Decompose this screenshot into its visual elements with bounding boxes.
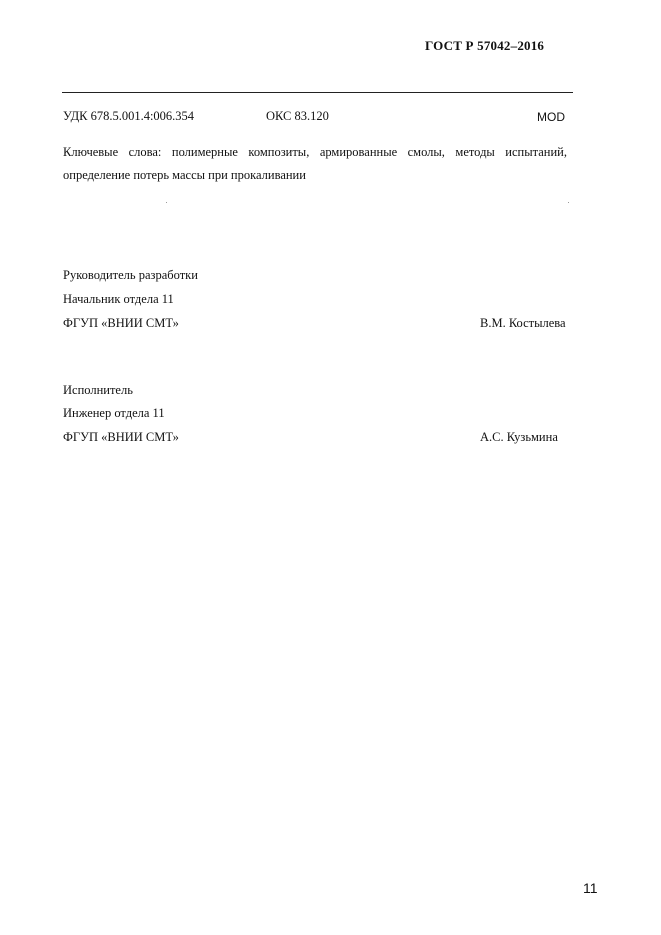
page-number: 11	[583, 880, 598, 896]
developer-organization: ФГУП «ВНИИ СМТ»	[63, 316, 179, 330]
developer-name: В.М. Костылева	[480, 316, 566, 330]
executor-role: Исполнитель	[63, 383, 133, 397]
keywords-line-2: определение потерь массы при прокаливании	[63, 168, 306, 182]
document-code: ГОСТ Р 57042–2016	[425, 38, 545, 53]
executor-position: Инженер отдела 11	[63, 406, 165, 420]
udk-code: УДК 678.5.001.4:006.354	[63, 109, 195, 123]
developer-role: Руководитель разработки	[63, 268, 198, 282]
oks-code: ОКС 83.120	[266, 109, 329, 123]
scan-speck	[568, 202, 569, 203]
keywords-line-1: Ключевые слова: полимерные композиты, армированные смолы, методы испытаний,	[63, 145, 567, 159]
developer-position: Начальник отдела 11	[63, 292, 174, 306]
executor-name: А.С. Кузьмина	[480, 430, 558, 444]
scan-speck	[166, 202, 167, 203]
keywords-paragraph	[63, 141, 567, 187]
executor-organization: ФГУП «ВНИИ СМТ»	[63, 430, 179, 444]
mod-marker: MOD	[537, 110, 565, 124]
header-divider	[62, 92, 573, 93]
